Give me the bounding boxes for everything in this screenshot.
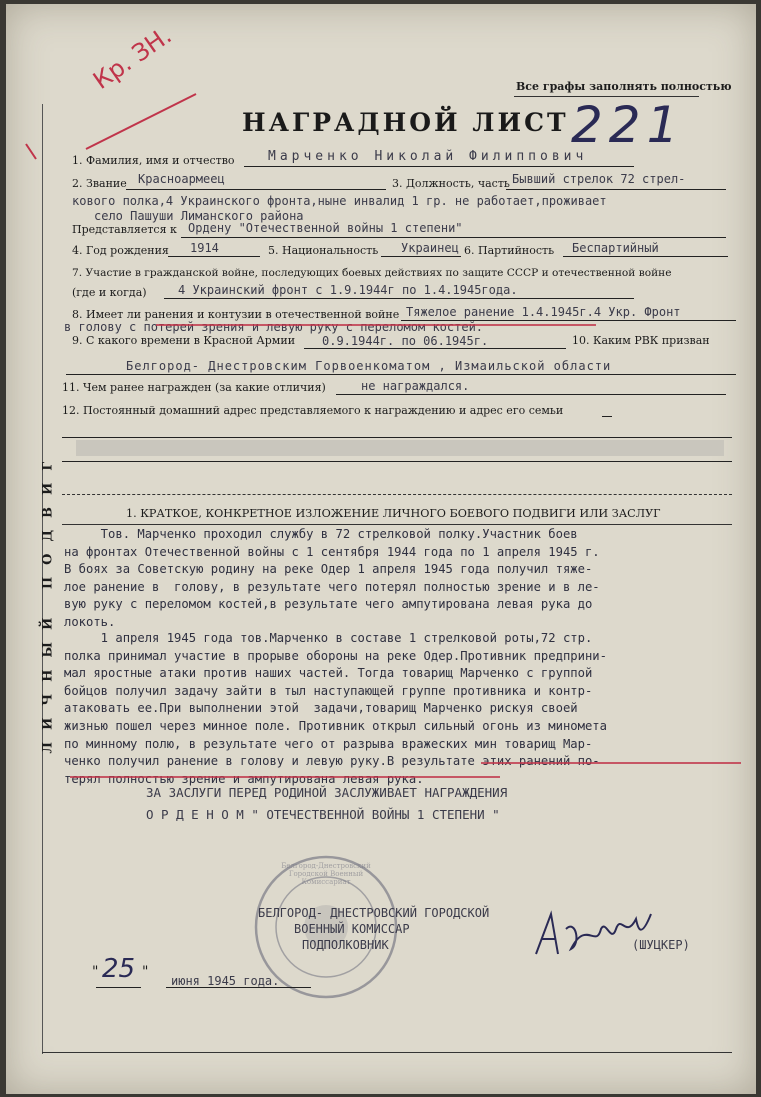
document-number: 221 (571, 96, 685, 154)
field-2-line (126, 189, 386, 190)
field-9-line (304, 348, 566, 349)
field-8-value: Тяжелое ранение 1.4.1945г.4 Укр. Фронт (406, 305, 681, 319)
corner-mark: Кр. ЗН. (88, 21, 177, 95)
side-label-vertical: ЛИЧНЫЙ ПОДВИГ (40, 449, 56, 754)
paragraph-2 (64, 630, 607, 788)
field-2-value: Красноармеец (138, 172, 225, 186)
field-11-label: 11. Чем ранее награжден (за какие отличия) (62, 381, 326, 394)
field-9-label: 9. С какого времени в Красной Армии (72, 334, 296, 347)
field-7-label: 7. Участие в гражданской войне, последующих боевых действиях по защите СССР и отечественной войне (72, 267, 672, 279)
field-4-value: 1914 (190, 241, 219, 255)
conclusion-line-2: О Р Д Е Н О М " ОТЕЧЕСТВЕННОЙ ВОЙНЫ 1 СТЕПЕНИ " (146, 807, 500, 822)
section-heading: 1. КРАТКОЕ, КОНКРЕТНОЕ ИЗЛОЖЕНИЕ ЛИЧНОГО БОЕВОГО ПОДВИГИ ИЛИ ЗАСЛУГ (126, 507, 661, 520)
field-5-value: Украинец (401, 241, 459, 255)
field-3-cont-2: село Пашуши Лиманского района (94, 209, 304, 223)
red-underline-1 (156, 324, 596, 326)
handwritten-signature (526, 899, 666, 969)
field-3-cont-1: кового полка,4 Украинского фронта,ныне инвалид 1 гр. не работает,проживает (72, 194, 607, 208)
red-underline-2 (481, 762, 741, 764)
field-8-cont: в голову с потерей зрения и левую руку с переломом костей. (64, 320, 484, 334)
paragraph2-line: атаковать ее.При выполнении этой задачи,товарищ Марченко рискуя своей (64, 701, 578, 716)
field-7-value: 4 Украинский фронт с 1.9.1944г по 1.4.1945года. (178, 283, 518, 297)
date-quote-marks: " (92, 964, 99, 980)
paragraph1-line: вую руку с переломом костей,в результате чего ампутирована левая рука до (64, 597, 593, 612)
conclusion-line-1: ЗА ЗАСЛУГИ ПЕРЕД РОДИНОЙ ЗАСЛУЖИВАЕТ НАГРАЖДЕНИЯ (146, 785, 508, 800)
red-underline-3 (70, 776, 500, 778)
paragraph2-line: по минному полю, в результате чего от разрыва вражеских мин товарищ Мар- (64, 736, 593, 751)
paragraph2-line: мал яростные атаки против наших частей. Тогда товарищ Марченко с группой (64, 666, 593, 681)
field-6-label: 6. Партийность (464, 244, 555, 257)
field-4-line (168, 256, 260, 257)
paragraph1-line: локоть. (64, 614, 116, 629)
paragraph2-line: бойцов получил задачу зайти в тыл наступающей группе противника и контр- (64, 683, 593, 698)
date-day: 25 (102, 954, 136, 984)
date-quote-marks-2: " (142, 964, 149, 980)
field-7-line (164, 298, 634, 299)
field-12-line-2 (62, 437, 732, 438)
red-pencil-stroke (16, 44, 206, 164)
field-3-value: Бывший стрелок 72 стрел- (512, 172, 686, 186)
presented-value: Ордену "Отечественной войны 1 степени" (188, 221, 463, 235)
field-4-label: 4. Год рождения (72, 244, 169, 257)
field-1-label: 1. Фамилия, имя и отчество (72, 154, 235, 167)
heading-underline (62, 524, 732, 525)
redacted-address-block (76, 440, 724, 456)
field-1-line (244, 166, 634, 167)
date-day-line (96, 987, 141, 988)
paragraph2-line: терял полностью зрение и ампутирована левая рука. (64, 771, 424, 786)
field-3-line (506, 189, 726, 190)
field-5-line (381, 256, 461, 257)
field-12-label: 12. Постоянный домашний адрес представляемого к награждению и адрес его семьи (62, 404, 564, 417)
date-rest-line (166, 987, 311, 988)
field-11-line (336, 394, 726, 395)
signature-line-3: ПОДПОЛКОВНИК (302, 938, 389, 952)
field-10-value: Белгород- Днестровским Горвоенкоматом , Измаильской области (126, 359, 612, 373)
field-1-value: Марченко Николай Филиппович (268, 149, 588, 164)
signature-name: (ШУЦКЕР) (632, 938, 690, 952)
section-separator (62, 494, 732, 495)
paragraph-1 (64, 526, 600, 632)
presented-line (181, 237, 726, 238)
paragraph1-line: лое ранение в голову, в результате чего потерял полностью зрение и в ле- (64, 579, 600, 594)
field-10-line (66, 374, 736, 375)
paragraph2-line: жизнью пошел через минное поле. Противник открыл сильный огонь из миномета (64, 718, 607, 733)
field-10-label: 10. Каким РВК призван (572, 334, 710, 347)
field-8-label: 8. Имеет ли ранения и контузии в отечественной войне (72, 308, 400, 321)
field-2-label: 2. Звание (72, 177, 127, 190)
paragraph2-line: ченко получил ранение в голову и левую руку.В результате этих ранений по- (64, 754, 600, 769)
field-6-value: Беспартийный (572, 241, 659, 255)
signature-line-2: ВОЕННЫЙ КОМИССАР (294, 922, 410, 936)
field-3-label: 3. Должность, часть (392, 177, 510, 190)
field-12-line-3 (62, 461, 732, 462)
fill-notice: Все графы заполнять полностью (516, 80, 732, 93)
paragraph1-line: на фронтах Отечественной войны с 1 сентября 1944 года по 1 апреля 1945 г. (64, 544, 600, 559)
field-6-line (563, 256, 728, 257)
signature-line-1: БЕЛГОРОД- ДНЕСТРОВСКИЙ ГОРОДСКОЙ (258, 906, 490, 920)
field-12-line (602, 416, 612, 417)
field-7-label-2: (где и когда) (72, 286, 147, 299)
paragraph1-line: В боях за Советскую родину на реке Одер 1 апреля 1945 года получил тяже- (64, 562, 593, 577)
bottom-line (42, 1052, 732, 1053)
date-rest: июня 1945 года. (171, 974, 280, 988)
field-11-value: не награждался. (361, 379, 470, 393)
page-title: НАГРАДНОЙ ЛИСТ (242, 108, 569, 137)
paragraph2-line: полка принимал участие в прорыве обороны на реке Одер.Противник предприни- (64, 648, 607, 663)
stamp-text: Белгород-Днестровский Городской Военный Комиссариат (281, 862, 371, 886)
paragraph2-line: 1 апреля 1945 года тов.Марченко в составе 1 стрелковой роты,72 стр. (64, 631, 593, 645)
field-9-value: 0.9.1944г. по 06.1945г. (322, 334, 489, 348)
award-sheet (6, 4, 756, 1094)
presented-label: Представляется к (72, 223, 177, 236)
field-5-label: 5. Национальность (268, 244, 379, 257)
paragraph1-line: Тов. Марченко проходил службу в 72 стрелковой полку.Участник боев (64, 527, 578, 541)
